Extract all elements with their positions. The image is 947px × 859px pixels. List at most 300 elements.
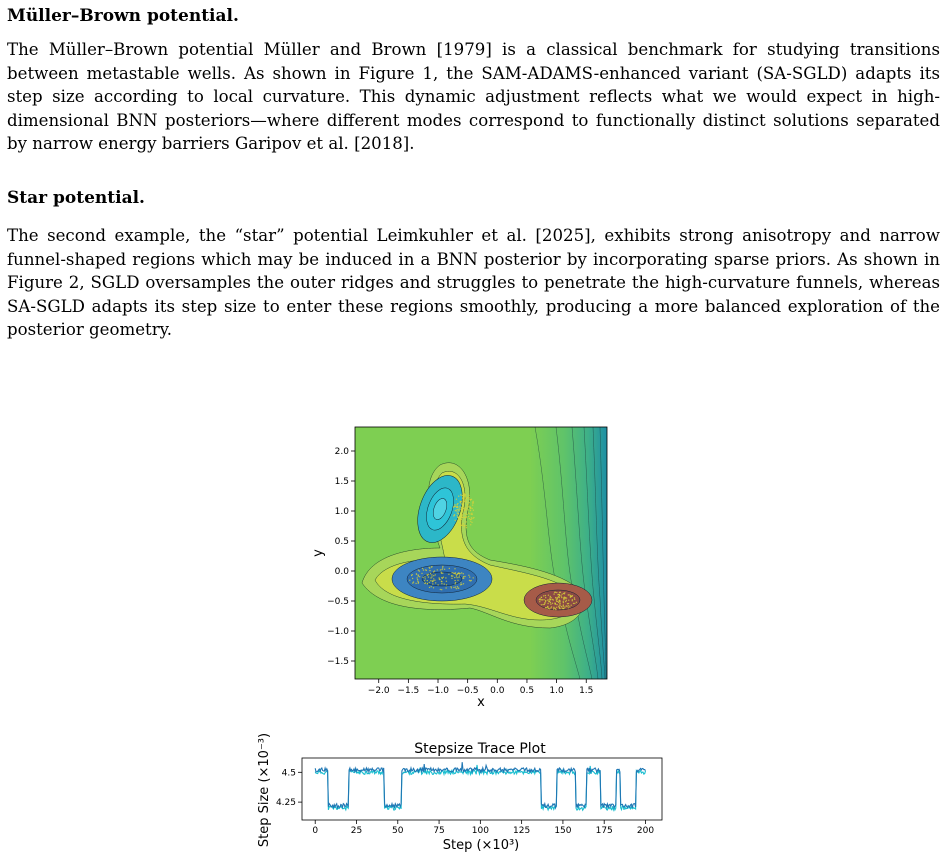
sample-point bbox=[552, 603, 553, 604]
sample-point bbox=[562, 608, 563, 609]
sample-point bbox=[441, 581, 442, 582]
sample-point bbox=[467, 497, 468, 498]
sample-point bbox=[455, 510, 456, 511]
sample-point bbox=[467, 507, 468, 508]
x-tick-label: −0.5 bbox=[456, 686, 479, 696]
sample-point bbox=[442, 573, 443, 574]
sample-point bbox=[453, 506, 454, 507]
sample-point bbox=[457, 580, 458, 581]
sample-point bbox=[564, 593, 565, 594]
sample-point bbox=[469, 506, 470, 507]
sample-point bbox=[449, 568, 450, 569]
sample-point bbox=[557, 594, 558, 595]
sample-point bbox=[438, 577, 439, 578]
y-tick-label: 0.0 bbox=[334, 567, 349, 577]
sample-point bbox=[421, 573, 422, 574]
sample-point bbox=[451, 587, 452, 588]
sample-point bbox=[444, 583, 445, 584]
sample-point bbox=[573, 603, 574, 604]
sample-point bbox=[423, 569, 424, 570]
upper-well-outer bbox=[409, 469, 471, 548]
sample-point bbox=[552, 599, 553, 600]
trace-lines bbox=[315, 762, 645, 810]
sample-point bbox=[460, 525, 461, 526]
trace-title: Stepsize Trace Plot bbox=[414, 741, 546, 757]
contour-line bbox=[556, 427, 592, 679]
sample-point bbox=[570, 595, 571, 596]
sample-point bbox=[559, 602, 560, 603]
sample-point bbox=[461, 525, 462, 526]
sample-point bbox=[472, 502, 473, 503]
sample-point bbox=[411, 575, 412, 576]
sample-point bbox=[454, 573, 455, 574]
x-tick-label: 175 bbox=[595, 826, 613, 836]
sample-point bbox=[563, 604, 564, 605]
sample-point bbox=[428, 576, 429, 577]
sample-point bbox=[454, 504, 455, 505]
sample-point bbox=[547, 606, 548, 607]
sample-point bbox=[452, 572, 453, 573]
sample-point bbox=[545, 600, 546, 601]
sample-point bbox=[417, 577, 418, 578]
sample-point bbox=[463, 523, 464, 524]
sample-point bbox=[471, 514, 472, 515]
sample-point bbox=[461, 519, 462, 520]
sample-point bbox=[457, 517, 458, 518]
contour-line bbox=[593, 427, 605, 679]
trace-ylabel: Step Size (×10⁻³) bbox=[257, 732, 272, 848]
sample-point bbox=[547, 599, 548, 600]
sample-point bbox=[471, 580, 472, 581]
contour-plot-frame bbox=[355, 427, 607, 679]
sample-point bbox=[464, 493, 465, 494]
sample-point bbox=[459, 506, 460, 507]
sample-point bbox=[548, 599, 549, 600]
sample-point bbox=[563, 598, 564, 599]
sample-point bbox=[462, 511, 463, 512]
sample-point bbox=[541, 599, 542, 600]
sample-point bbox=[441, 572, 442, 573]
sample-point bbox=[473, 510, 474, 511]
sample-point bbox=[555, 603, 556, 604]
sample-point bbox=[472, 502, 473, 503]
sample-point bbox=[558, 594, 559, 595]
sample-point bbox=[555, 597, 556, 598]
sample-point bbox=[470, 521, 471, 522]
sample-point bbox=[426, 574, 427, 575]
sample-point bbox=[541, 597, 542, 598]
sample-point bbox=[415, 583, 416, 584]
sample-point bbox=[433, 587, 434, 588]
sample-point bbox=[571, 595, 572, 596]
x-tick-label: 75 bbox=[433, 826, 445, 836]
contour-line bbox=[600, 427, 606, 679]
sample-point bbox=[551, 606, 552, 607]
sample-point bbox=[454, 580, 455, 581]
sample-point bbox=[465, 507, 466, 508]
sample-point bbox=[563, 599, 564, 600]
contour-line bbox=[584, 427, 602, 679]
sample-point bbox=[433, 578, 434, 579]
sample-point bbox=[445, 587, 446, 588]
sample-point bbox=[466, 508, 467, 509]
sample-point bbox=[422, 568, 423, 569]
sample-point bbox=[458, 510, 459, 511]
sample-point bbox=[458, 517, 459, 518]
sample-point bbox=[453, 515, 454, 516]
sample-point bbox=[442, 566, 443, 567]
sample-point bbox=[539, 599, 540, 600]
sample-point bbox=[463, 578, 464, 579]
sample-point bbox=[576, 602, 577, 603]
sample-point bbox=[544, 603, 545, 604]
sample-point bbox=[446, 584, 447, 585]
sample-point bbox=[460, 523, 461, 524]
sample-point bbox=[556, 604, 557, 605]
sample-point bbox=[428, 574, 429, 575]
sample-point bbox=[564, 598, 565, 599]
sample-point bbox=[463, 508, 464, 509]
sample-point bbox=[471, 517, 472, 518]
x-tick-label: −2.0 bbox=[367, 686, 390, 696]
x-tick-label: 1.0 bbox=[549, 686, 564, 696]
y-tick-label: −1.0 bbox=[327, 627, 349, 637]
sample-point bbox=[465, 499, 466, 500]
sample-point bbox=[457, 574, 458, 575]
sample-point bbox=[458, 513, 459, 514]
sample-point bbox=[574, 603, 575, 604]
sample-point bbox=[554, 592, 555, 593]
sample-point bbox=[444, 569, 445, 570]
sample-point bbox=[469, 495, 470, 496]
sample-point bbox=[413, 581, 414, 582]
sample-point bbox=[464, 501, 465, 502]
sample-point bbox=[468, 509, 469, 510]
sample-point bbox=[472, 508, 473, 509]
sample-point bbox=[455, 586, 456, 587]
sample-point bbox=[557, 598, 558, 599]
sample-point bbox=[467, 504, 468, 505]
sample-point bbox=[460, 509, 461, 510]
sample-point bbox=[427, 583, 428, 584]
sample-point bbox=[462, 517, 463, 518]
sample-point bbox=[456, 511, 457, 512]
sample-point bbox=[431, 574, 432, 575]
sample-point bbox=[454, 515, 455, 516]
sample-point bbox=[568, 607, 569, 608]
sample-point bbox=[563, 602, 564, 603]
sample-point bbox=[464, 576, 465, 577]
sample-point bbox=[461, 501, 462, 502]
sample-point bbox=[462, 498, 463, 499]
sample-point bbox=[466, 527, 467, 528]
sample-point bbox=[545, 607, 546, 608]
sample-point bbox=[453, 587, 454, 588]
sample-point bbox=[462, 504, 463, 505]
sample-point bbox=[470, 508, 471, 509]
sample-point bbox=[461, 584, 462, 585]
sample-point bbox=[441, 577, 442, 578]
sample-point bbox=[469, 518, 470, 519]
sample-point bbox=[454, 514, 455, 515]
sample-point bbox=[457, 507, 458, 508]
sample-point bbox=[457, 503, 458, 504]
sample-point bbox=[473, 577, 474, 578]
sample-point bbox=[431, 566, 432, 567]
sample-point bbox=[565, 597, 566, 598]
sample-point bbox=[469, 499, 470, 500]
paragraph-muller-brown: The Müller–Brown potential Müller and Brown [1979] is a classical benchmark for studying transitions between metastable wells. As shown in Figure 1, the SAM-ADAMS-enhanced variant (SA-SGLD) adapts its step size according to local curvature. This dynamic adjustment reflects what we would expect in high-dimensional BNN posteriors—where different modes correspond to functionally distinct solutions separated by narrow energy barriers Garipov et al. [2018]. bbox=[7, 40, 940, 153]
sample-point bbox=[470, 580, 471, 581]
sample-point bbox=[455, 582, 456, 583]
sample-point bbox=[460, 520, 461, 521]
sample-point bbox=[441, 569, 442, 570]
sample-point bbox=[443, 577, 444, 578]
sample-point bbox=[456, 574, 457, 575]
sample-point bbox=[418, 582, 419, 583]
sample-point bbox=[430, 580, 431, 581]
sample-point bbox=[432, 580, 433, 581]
sample-point bbox=[450, 586, 451, 587]
sample-point bbox=[434, 580, 435, 581]
sample-point bbox=[550, 596, 551, 597]
sample-point bbox=[469, 513, 470, 514]
sample-point bbox=[451, 575, 452, 576]
low-energy-region bbox=[362, 463, 584, 628]
sample-point bbox=[468, 516, 469, 517]
sample-point bbox=[463, 508, 464, 509]
x-tick-label: 25 bbox=[350, 826, 363, 836]
sample-point bbox=[549, 601, 550, 602]
sample-point bbox=[457, 512, 458, 513]
sample-point bbox=[455, 506, 456, 507]
sample-point bbox=[568, 605, 569, 606]
contour-line bbox=[572, 427, 598, 679]
sample-point bbox=[465, 513, 466, 514]
sample-point bbox=[568, 594, 569, 595]
x-tick-label: 150 bbox=[554, 826, 572, 836]
y-tick-label: 0.5 bbox=[334, 537, 349, 547]
sample-point bbox=[561, 595, 562, 596]
sample-point bbox=[416, 574, 417, 575]
sample-point bbox=[559, 594, 560, 595]
sample-point bbox=[422, 577, 423, 578]
sample-point bbox=[452, 575, 453, 576]
sample-point bbox=[561, 594, 562, 595]
sample-point bbox=[472, 505, 473, 506]
y-tick-label: 4.5 bbox=[281, 768, 296, 779]
sample-point bbox=[566, 597, 567, 598]
sample-point bbox=[556, 601, 557, 602]
section-title-muller-brown: Müller–Brown potential. bbox=[7, 6, 239, 26]
sample-point bbox=[556, 598, 557, 599]
sample-point bbox=[466, 516, 467, 517]
sample-point bbox=[463, 576, 464, 577]
sample-point bbox=[460, 582, 461, 583]
sample-point bbox=[568, 603, 569, 604]
sample-point bbox=[435, 574, 436, 575]
sample-point bbox=[571, 596, 572, 597]
sample-point bbox=[458, 509, 459, 510]
sample-point bbox=[468, 513, 469, 514]
trace-series-line bbox=[315, 762, 645, 808]
sample-point bbox=[549, 598, 550, 599]
sample-point bbox=[463, 502, 464, 503]
sample-point bbox=[465, 496, 466, 497]
x-tick-label: 200 bbox=[636, 826, 655, 836]
sample-point bbox=[569, 594, 570, 595]
sample-point bbox=[455, 573, 456, 574]
sample-point bbox=[425, 578, 426, 579]
sample-point bbox=[459, 573, 460, 574]
sample-point bbox=[461, 572, 462, 573]
sample-point bbox=[459, 507, 460, 508]
sample-point bbox=[459, 575, 460, 576]
sample-point bbox=[548, 595, 549, 596]
sample-point bbox=[432, 581, 433, 582]
sample-point bbox=[465, 509, 466, 510]
sample-point bbox=[465, 494, 466, 495]
sample-point bbox=[433, 571, 434, 572]
sample-point bbox=[457, 587, 458, 588]
sample-point bbox=[553, 599, 554, 600]
sample-point bbox=[458, 516, 459, 517]
sample-point bbox=[553, 607, 554, 608]
sample-point bbox=[548, 608, 549, 609]
sample-point bbox=[457, 515, 458, 516]
deep-well-core bbox=[422, 572, 462, 586]
sample-point bbox=[455, 520, 456, 521]
sample-point bbox=[472, 502, 473, 503]
sample-point bbox=[463, 526, 464, 527]
sample-point bbox=[461, 517, 462, 518]
sample-point bbox=[462, 495, 463, 496]
sample-point bbox=[565, 601, 566, 602]
sample-point bbox=[559, 601, 560, 602]
sample-point bbox=[462, 524, 463, 525]
sample-point bbox=[412, 578, 413, 579]
trace-axes bbox=[276, 768, 654, 836]
sample-point bbox=[462, 578, 463, 579]
sample-point bbox=[553, 609, 554, 610]
sample-point bbox=[471, 519, 472, 520]
sample-point bbox=[572, 599, 573, 600]
y-tick-label: 1.0 bbox=[334, 507, 349, 517]
sample-point bbox=[466, 498, 467, 499]
x-tick-label: −1.0 bbox=[427, 686, 449, 696]
sample-point bbox=[430, 573, 431, 574]
sample-point bbox=[571, 605, 572, 606]
sample-point bbox=[470, 507, 471, 508]
sample-point bbox=[568, 600, 569, 601]
sample-point bbox=[430, 577, 431, 578]
sample-point bbox=[440, 589, 441, 590]
trace-xlabel: Step (×10³) bbox=[442, 838, 520, 853]
sample-point bbox=[555, 603, 556, 604]
upper-well-core bbox=[431, 497, 450, 522]
contour-axes bbox=[327, 447, 593, 696]
sample-point bbox=[470, 519, 471, 520]
sample-point bbox=[456, 507, 457, 508]
sample-point bbox=[464, 510, 465, 511]
sample-point bbox=[454, 577, 455, 578]
contour-xlabel: x bbox=[477, 695, 485, 710]
sample-point bbox=[566, 606, 567, 607]
sample-point bbox=[469, 502, 470, 503]
trace-plot-frame bbox=[302, 758, 662, 820]
sample-point bbox=[556, 607, 557, 608]
sample-point bbox=[547, 603, 548, 604]
sample-point bbox=[453, 507, 454, 508]
sample-point bbox=[559, 595, 560, 596]
sample-point bbox=[453, 573, 454, 574]
sample-point bbox=[470, 499, 471, 500]
sample-point bbox=[429, 570, 430, 571]
sample-point bbox=[544, 602, 545, 603]
sample-point bbox=[550, 599, 551, 600]
sample-point bbox=[548, 601, 549, 602]
sample-point bbox=[456, 506, 457, 507]
sample-point bbox=[461, 514, 462, 515]
sample-point bbox=[455, 572, 456, 573]
sample-point bbox=[555, 608, 556, 609]
contour-line bbox=[535, 427, 580, 679]
right-well bbox=[536, 590, 580, 610]
sample-point bbox=[563, 601, 564, 602]
sample-point bbox=[468, 506, 469, 507]
sample-point bbox=[539, 598, 540, 599]
sample-point bbox=[457, 516, 458, 517]
sample-point bbox=[462, 497, 463, 498]
sample-point bbox=[550, 599, 551, 600]
sample-point bbox=[570, 596, 571, 597]
y-tick-label: 2.0 bbox=[334, 447, 349, 457]
sample-point bbox=[557, 601, 558, 602]
sample-point bbox=[417, 581, 418, 582]
sample-point bbox=[559, 605, 560, 606]
sample-point bbox=[539, 599, 540, 600]
sample-point bbox=[451, 578, 452, 579]
sample-point bbox=[555, 609, 556, 610]
sample-point bbox=[424, 583, 425, 584]
sample-point bbox=[429, 568, 430, 569]
sample-point bbox=[574, 599, 575, 600]
sample-point bbox=[425, 582, 426, 583]
sample-point bbox=[418, 583, 419, 584]
contour-right-gradient bbox=[530, 427, 607, 679]
right-well-outer bbox=[524, 583, 592, 617]
sample-point bbox=[556, 599, 557, 600]
sample-point bbox=[544, 604, 545, 605]
sample-point bbox=[558, 600, 559, 601]
sample-point bbox=[546, 607, 547, 608]
sample-point bbox=[456, 499, 457, 500]
y-tick-label: 1.5 bbox=[334, 477, 349, 487]
sample-point bbox=[409, 580, 410, 581]
sample-point bbox=[555, 592, 556, 593]
sample-point bbox=[550, 597, 551, 598]
sample-point bbox=[553, 608, 554, 609]
sample-point bbox=[431, 566, 432, 567]
sample-point bbox=[457, 523, 458, 524]
sample-point bbox=[469, 576, 470, 577]
sample-point bbox=[461, 516, 462, 517]
sample-point bbox=[574, 597, 575, 598]
sample-point bbox=[559, 592, 560, 593]
sample-point bbox=[458, 513, 459, 514]
sample-point bbox=[461, 503, 462, 504]
sample-point bbox=[564, 606, 565, 607]
